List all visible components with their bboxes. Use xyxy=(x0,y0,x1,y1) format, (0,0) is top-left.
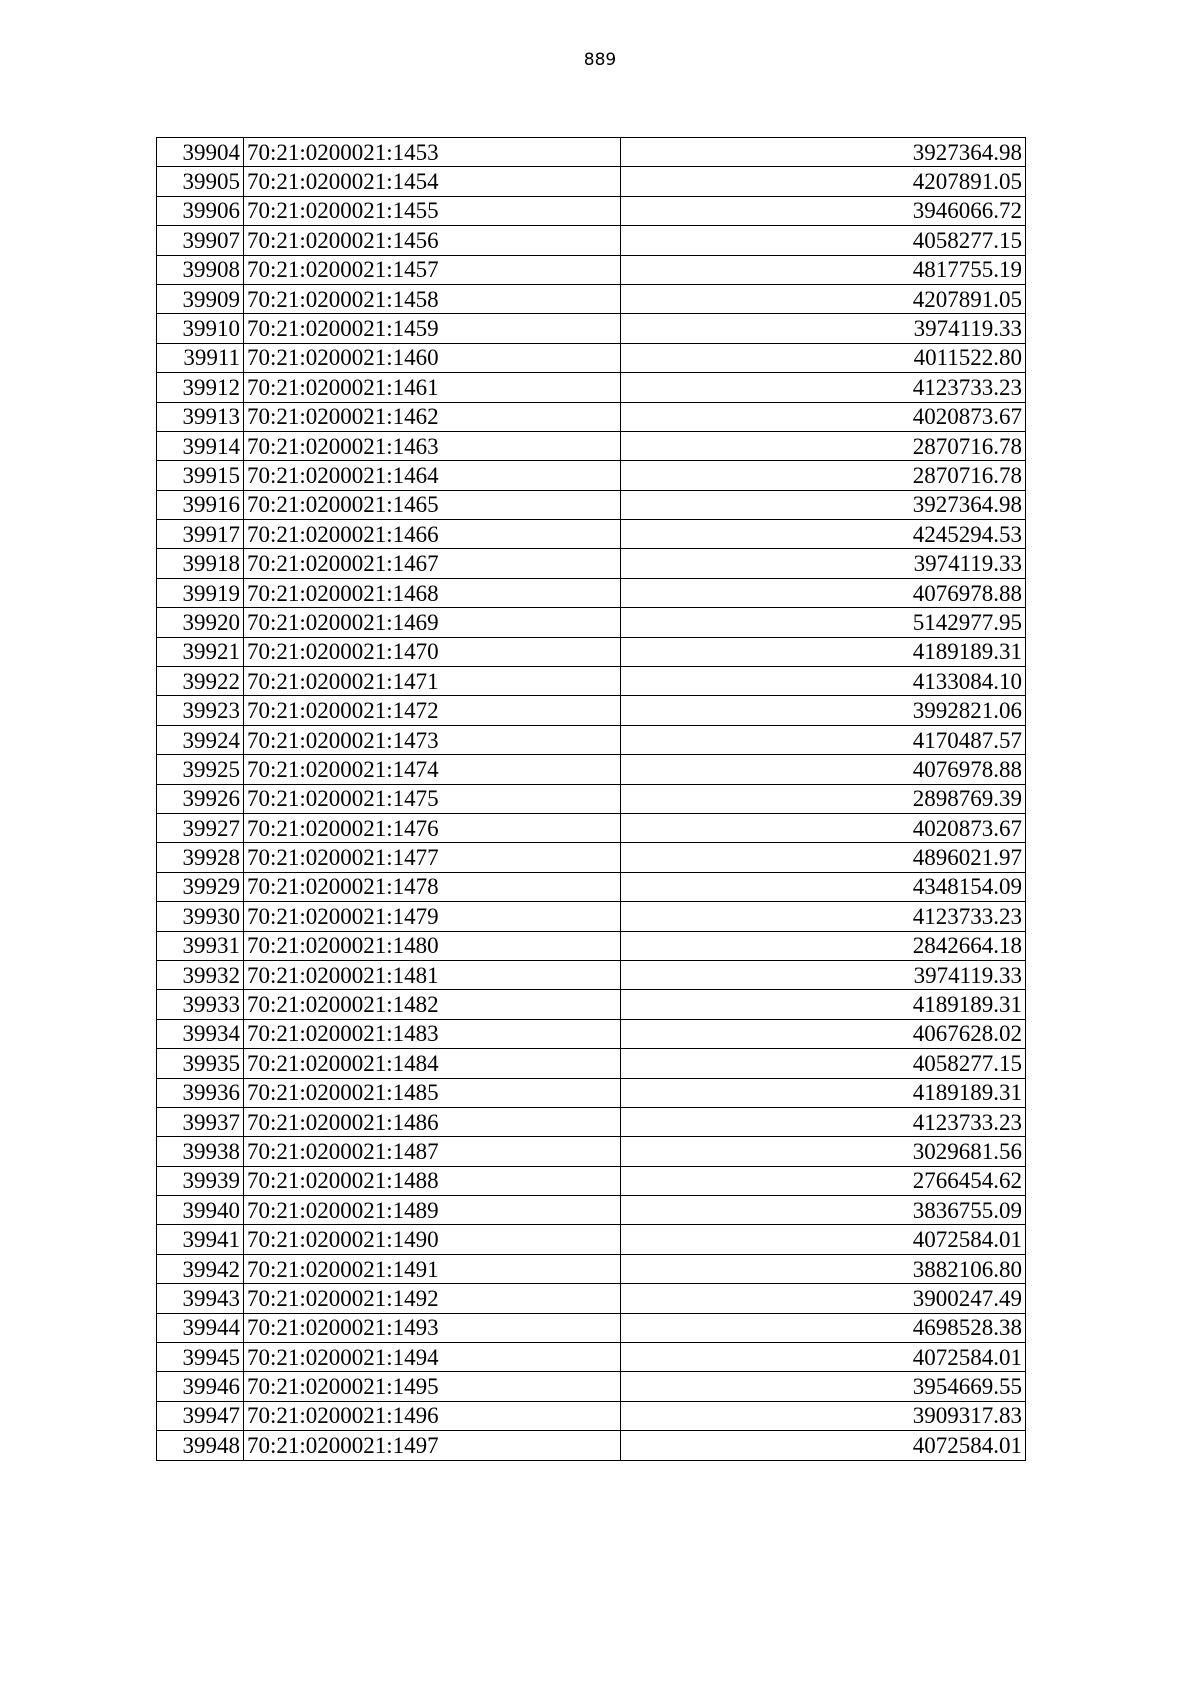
row-number-cell: 39927 xyxy=(157,813,244,842)
table-row xyxy=(157,1137,1026,1166)
table-row xyxy=(157,755,1026,784)
cadastral-number-cell: 70:21:0200021:1477 xyxy=(244,843,621,872)
cadastral-number-cell: 70:21:0200021:1488 xyxy=(244,1166,621,1195)
row-number-cell: 39911 xyxy=(157,343,244,372)
cadastral-value-cell: 3882106.80 xyxy=(621,1254,1026,1283)
row-number-cell: 39931 xyxy=(157,931,244,960)
cadastral-number-cell: 70:21:0200021:1495 xyxy=(244,1372,621,1401)
table-row xyxy=(157,138,1026,167)
cadastral-value-cell: 3974119.33 xyxy=(621,549,1026,578)
table-row xyxy=(157,314,1026,343)
row-number-cell: 39935 xyxy=(157,1049,244,1078)
cadastral-value-cell: 4170487.57 xyxy=(621,725,1026,754)
row-number-cell: 39933 xyxy=(157,990,244,1019)
registry-table xyxy=(156,137,1026,1461)
table-row xyxy=(157,373,1026,402)
cadastral-number-cell: 70:21:0200021:1474 xyxy=(244,755,621,784)
table-row xyxy=(157,843,1026,872)
table-row xyxy=(157,226,1026,255)
cadastral-number-cell: 70:21:0200021:1470 xyxy=(244,637,621,666)
row-number-cell: 39939 xyxy=(157,1166,244,1195)
cadastral-value-cell: 4123733.23 xyxy=(621,1107,1026,1136)
table-row xyxy=(157,1107,1026,1136)
table-row xyxy=(157,872,1026,901)
cadastral-number-cell: 70:21:0200021:1465 xyxy=(244,490,621,519)
row-number-cell: 39922 xyxy=(157,667,244,696)
row-number-cell: 39918 xyxy=(157,549,244,578)
table-row xyxy=(157,725,1026,754)
row-number-cell: 39916 xyxy=(157,490,244,519)
cadastral-number-cell: 70:21:0200021:1454 xyxy=(244,167,621,196)
row-number-cell: 39915 xyxy=(157,461,244,490)
row-number-cell: 39941 xyxy=(157,1225,244,1254)
row-number-cell: 39943 xyxy=(157,1284,244,1313)
registry-table-body xyxy=(157,138,1026,1461)
cadastral-value-cell: 3946066.72 xyxy=(621,196,1026,225)
table-row xyxy=(157,608,1026,637)
cadastral-number-cell: 70:21:0200021:1496 xyxy=(244,1401,621,1430)
cadastral-value-cell: 3909317.83 xyxy=(621,1401,1026,1430)
cadastral-number-cell: 70:21:0200021:1457 xyxy=(244,255,621,284)
cadastral-value-cell: 4896021.97 xyxy=(621,843,1026,872)
cadastral-number-cell: 70:21:0200021:1471 xyxy=(244,667,621,696)
cadastral-value-cell: 3992821.06 xyxy=(621,696,1026,725)
row-number-cell: 39925 xyxy=(157,755,244,784)
table-row xyxy=(157,931,1026,960)
row-number-cell: 39909 xyxy=(157,284,244,313)
cadastral-number-cell: 70:21:0200021:1476 xyxy=(244,813,621,842)
cadastral-number-cell: 70:21:0200021:1478 xyxy=(244,872,621,901)
table-row xyxy=(157,813,1026,842)
row-number-cell: 39938 xyxy=(157,1137,244,1166)
row-number-cell: 39948 xyxy=(157,1431,244,1460)
cadastral-number-cell: 70:21:0200021:1462 xyxy=(244,402,621,431)
cadastral-value-cell: 4076978.88 xyxy=(621,755,1026,784)
cadastral-value-cell: 3029681.56 xyxy=(621,1137,1026,1166)
cadastral-value-cell: 4058277.15 xyxy=(621,226,1026,255)
table-row xyxy=(157,696,1026,725)
row-number-cell: 39940 xyxy=(157,1196,244,1225)
row-number-cell: 39920 xyxy=(157,608,244,637)
cadastral-number-cell: 70:21:0200021:1483 xyxy=(244,1019,621,1048)
cadastral-number-cell: 70:21:0200021:1494 xyxy=(244,1343,621,1372)
cadastral-value-cell: 3954669.55 xyxy=(621,1372,1026,1401)
cadastral-value-cell: 4207891.05 xyxy=(621,284,1026,313)
table-row xyxy=(157,1343,1026,1372)
row-number-cell: 39923 xyxy=(157,696,244,725)
table-row xyxy=(157,343,1026,372)
row-number-cell: 39947 xyxy=(157,1401,244,1430)
table-row xyxy=(157,1284,1026,1313)
cadastral-number-cell: 70:21:0200021:1459 xyxy=(244,314,621,343)
cadastral-value-cell: 2870716.78 xyxy=(621,431,1026,460)
cadastral-value-cell: 4058277.15 xyxy=(621,1049,1026,1078)
row-number-cell: 39904 xyxy=(157,138,244,167)
cadastral-value-cell: 4123733.23 xyxy=(621,902,1026,931)
cadastral-number-cell: 70:21:0200021:1497 xyxy=(244,1431,621,1460)
cadastral-value-cell: 2870716.78 xyxy=(621,461,1026,490)
cadastral-number-cell: 70:21:0200021:1464 xyxy=(244,461,621,490)
cadastral-number-cell: 70:21:0200021:1460 xyxy=(244,343,621,372)
cadastral-number-cell: 70:21:0200021:1482 xyxy=(244,990,621,1019)
table-row xyxy=(157,549,1026,578)
row-number-cell: 39946 xyxy=(157,1372,244,1401)
cadastral-value-cell: 4123733.23 xyxy=(621,373,1026,402)
row-number-cell: 39926 xyxy=(157,784,244,813)
row-number-cell: 39919 xyxy=(157,578,244,607)
table-row xyxy=(157,1078,1026,1107)
table-row xyxy=(157,1019,1026,1048)
table-row xyxy=(157,1401,1026,1430)
row-number-cell: 39912 xyxy=(157,373,244,402)
cadastral-value-cell: 4011522.80 xyxy=(621,343,1026,372)
row-number-cell: 39928 xyxy=(157,843,244,872)
row-number-cell: 39914 xyxy=(157,431,244,460)
table-row xyxy=(157,255,1026,284)
table-row xyxy=(157,1225,1026,1254)
cadastral-number-cell: 70:21:0200021:1469 xyxy=(244,608,621,637)
cadastral-number-cell: 70:21:0200021:1489 xyxy=(244,1196,621,1225)
table-row xyxy=(157,990,1026,1019)
row-number-cell: 39932 xyxy=(157,960,244,989)
row-number-cell: 39937 xyxy=(157,1107,244,1136)
cadastral-value-cell: 2898769.39 xyxy=(621,784,1026,813)
table-row xyxy=(157,1196,1026,1225)
row-number-cell: 39913 xyxy=(157,402,244,431)
table-row xyxy=(157,667,1026,696)
cadastral-number-cell: 70:21:0200021:1475 xyxy=(244,784,621,813)
table-row xyxy=(157,284,1026,313)
cadastral-value-cell: 4076978.88 xyxy=(621,578,1026,607)
row-number-cell: 39945 xyxy=(157,1343,244,1372)
cadastral-value-cell: 4189189.31 xyxy=(621,990,1026,1019)
cadastral-number-cell: 70:21:0200021:1461 xyxy=(244,373,621,402)
cadastral-number-cell: 70:21:0200021:1473 xyxy=(244,725,621,754)
table-row xyxy=(157,902,1026,931)
cadastral-number-cell: 70:21:0200021:1468 xyxy=(244,578,621,607)
table-row xyxy=(157,637,1026,666)
cadastral-number-cell: 70:21:0200021:1490 xyxy=(244,1225,621,1254)
cadastral-value-cell: 2842664.18 xyxy=(621,931,1026,960)
cadastral-value-cell: 4020873.67 xyxy=(621,813,1026,842)
cadastral-number-cell: 70:21:0200021:1492 xyxy=(244,1284,621,1313)
table-row xyxy=(157,784,1026,813)
cadastral-value-cell: 3927364.98 xyxy=(621,490,1026,519)
table-row xyxy=(157,431,1026,460)
table-row xyxy=(157,1431,1026,1460)
cadastral-value-cell: 4072584.01 xyxy=(621,1431,1026,1460)
row-number-cell: 39942 xyxy=(157,1254,244,1283)
table-row xyxy=(157,1254,1026,1283)
cadastral-value-cell: 4817755.19 xyxy=(621,255,1026,284)
row-number-cell: 39929 xyxy=(157,872,244,901)
cadastral-number-cell: 70:21:0200021:1487 xyxy=(244,1137,621,1166)
row-number-cell: 39905 xyxy=(157,167,244,196)
table-row xyxy=(157,1166,1026,1195)
cadastral-number-cell: 70:21:0200021:1493 xyxy=(244,1313,621,1342)
cadastral-value-cell: 4067628.02 xyxy=(621,1019,1026,1048)
page-number: 889 xyxy=(583,50,617,70)
cadastral-value-cell: 3974119.33 xyxy=(621,314,1026,343)
row-number-cell: 39921 xyxy=(157,637,244,666)
cadastral-value-cell: 4207891.05 xyxy=(621,167,1026,196)
row-number-cell: 39924 xyxy=(157,725,244,754)
table-row xyxy=(157,490,1026,519)
cadastral-value-cell: 3927364.98 xyxy=(621,138,1026,167)
cadastral-value-cell: 4348154.09 xyxy=(621,872,1026,901)
cadastral-value-cell: 3836755.09 xyxy=(621,1196,1026,1225)
row-number-cell: 39908 xyxy=(157,255,244,284)
cadastral-number-cell: 70:21:0200021:1481 xyxy=(244,960,621,989)
cadastral-number-cell: 70:21:0200021:1458 xyxy=(244,284,621,313)
cadastral-value-cell: 4020873.67 xyxy=(621,402,1026,431)
cadastral-value-cell: 4245294.53 xyxy=(621,520,1026,549)
cadastral-number-cell: 70:21:0200021:1485 xyxy=(244,1078,621,1107)
cadastral-value-cell: 3974119.33 xyxy=(621,960,1026,989)
cadastral-number-cell: 70:21:0200021:1453 xyxy=(244,138,621,167)
row-number-cell: 39910 xyxy=(157,314,244,343)
cadastral-number-cell: 70:21:0200021:1484 xyxy=(244,1049,621,1078)
cadastral-number-cell: 70:21:0200021:1491 xyxy=(244,1254,621,1283)
cadastral-number-cell: 70:21:0200021:1467 xyxy=(244,549,621,578)
cadastral-value-cell: 4072584.01 xyxy=(621,1343,1026,1372)
cadastral-value-cell: 4133084.10 xyxy=(621,667,1026,696)
cadastral-value-cell: 5142977.95 xyxy=(621,608,1026,637)
cadastral-value-cell: 3900247.49 xyxy=(621,1284,1026,1313)
table-row xyxy=(157,578,1026,607)
cadastral-number-cell: 70:21:0200021:1463 xyxy=(244,431,621,460)
cadastral-number-cell: 70:21:0200021:1456 xyxy=(244,226,621,255)
row-number-cell: 39906 xyxy=(157,196,244,225)
table-row xyxy=(157,461,1026,490)
cadastral-value-cell: 2766454.62 xyxy=(621,1166,1026,1195)
row-number-cell: 39917 xyxy=(157,520,244,549)
table-row xyxy=(157,167,1026,196)
cadastral-value-cell: 4072584.01 xyxy=(621,1225,1026,1254)
table-row xyxy=(157,402,1026,431)
row-number-cell: 39907 xyxy=(157,226,244,255)
table-row xyxy=(157,520,1026,549)
table-row xyxy=(157,960,1026,989)
cadastral-number-cell: 70:21:0200021:1472 xyxy=(244,696,621,725)
row-number-cell: 39930 xyxy=(157,902,244,931)
cadastral-number-cell: 70:21:0200021:1455 xyxy=(244,196,621,225)
cadastral-value-cell: 4189189.31 xyxy=(621,637,1026,666)
row-number-cell: 39934 xyxy=(157,1019,244,1048)
cadastral-value-cell: 4189189.31 xyxy=(621,1078,1026,1107)
table-row xyxy=(157,1372,1026,1401)
cadastral-number-cell: 70:21:0200021:1480 xyxy=(244,931,621,960)
row-number-cell: 39936 xyxy=(157,1078,244,1107)
cadastral-number-cell: 70:21:0200021:1466 xyxy=(244,520,621,549)
cadastral-number-cell: 70:21:0200021:1486 xyxy=(244,1107,621,1136)
cadastral-value-cell: 4698528.38 xyxy=(621,1313,1026,1342)
row-number-cell: 39944 xyxy=(157,1313,244,1342)
table-row xyxy=(157,196,1026,225)
table-row xyxy=(157,1049,1026,1078)
table-row xyxy=(157,1313,1026,1342)
cadastral-number-cell: 70:21:0200021:1479 xyxy=(244,902,621,931)
